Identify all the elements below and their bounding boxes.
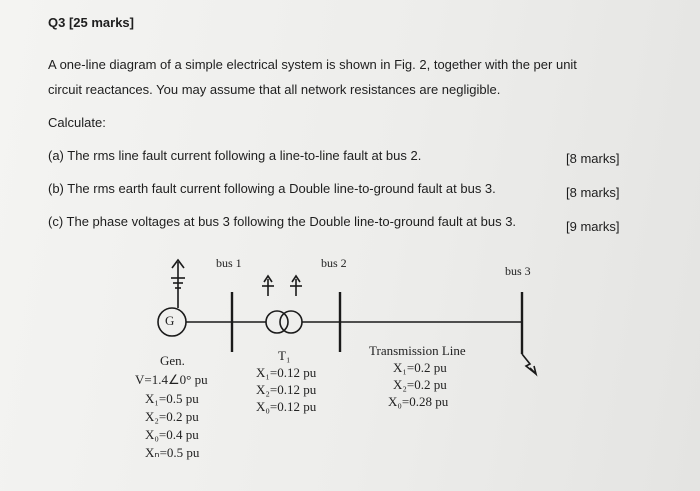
- intro-line-2: circuit reactances. You may assume that all network resistances are negligible.: [48, 82, 501, 97]
- generator-symbol: G: [165, 313, 175, 328]
- generator-ground-icon: [171, 260, 185, 308]
- part-a-marks: [8 marks]: [566, 151, 620, 166]
- part-a-text: (a) The rms line fault current following a line-to-line fault at bus 2.: [48, 148, 422, 163]
- intro-line-1: A one-line diagram of a simple electrical system is shown in Fig. 2, together with the per unit: [48, 57, 577, 72]
- line-x1: X₁=0.2 pu: [393, 360, 447, 375]
- question-header: Q3 [25 marks]: [48, 15, 134, 30]
- transformer-icon: [266, 311, 302, 333]
- bus2-label: bus 2: [321, 256, 347, 270]
- line-title: Transmission Line: [369, 343, 466, 358]
- part-c-text: (c) The phase voltages at bus 3 following the Double line-to-ground fault at bus 3.: [48, 214, 517, 229]
- transformer-x1: X₁=0.12 pu: [256, 365, 317, 380]
- bus1-label: bus 1: [216, 256, 242, 270]
- transformer-title: T₁: [278, 348, 291, 363]
- gen-x2: X₂=0.2 pu: [145, 409, 199, 424]
- gen-title: Gen.: [160, 353, 185, 368]
- calculate-label: Calculate:: [48, 115, 106, 130]
- transformer-x2: X₂=0.12 pu: [256, 382, 317, 397]
- gen-x0: X₀=0.4 pu: [145, 427, 199, 442]
- gen-voltage: V=1.4∠0° pu: [135, 372, 208, 387]
- gen-x1: X₁=0.5 pu: [145, 391, 199, 406]
- transformer-ground-icon: [262, 276, 302, 296]
- bus3-label: bus 3: [505, 264, 531, 278]
- line-x2: X₂=0.2 pu: [393, 377, 447, 392]
- part-b-marks: [8 marks]: [566, 185, 620, 200]
- part-c-marks: [9 marks]: [566, 219, 620, 234]
- line-x0: X₀=0.28 pu: [388, 394, 449, 409]
- transformer-x0: X₀=0.12 pu: [256, 399, 317, 414]
- gen-xn: Xₙ=0.5 pu: [145, 445, 200, 460]
- part-b-text: (b) The rms earth fault current following a Double line-to-ground fault at bus 3.: [48, 181, 496, 196]
